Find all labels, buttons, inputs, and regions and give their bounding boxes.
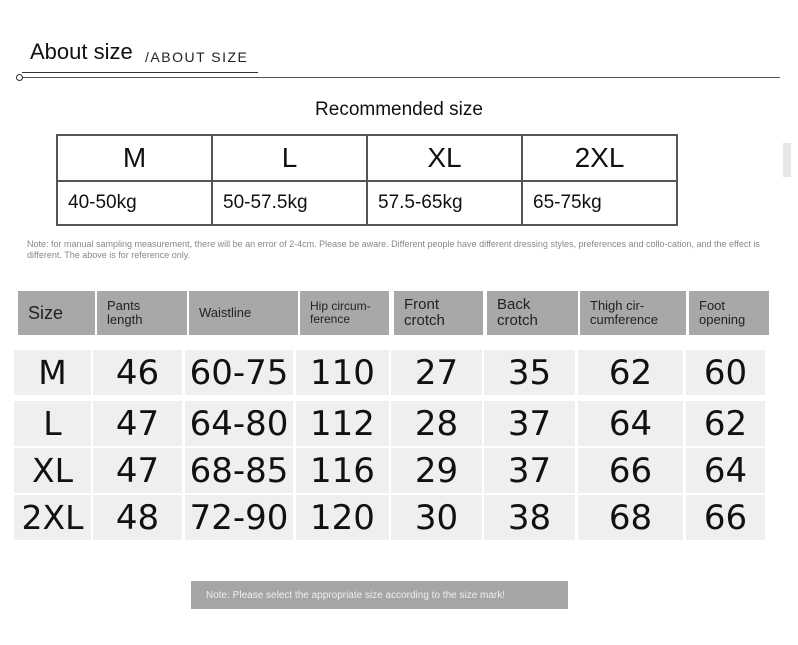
- size-chart-header-cell: Waistline: [189, 291, 298, 335]
- size-chart-header-cell: Pants length: [97, 291, 187, 335]
- size-chart-header-cell: Size: [18, 291, 95, 335]
- size-chart-size-cell: XL: [14, 448, 91, 493]
- size-chart-value-cell: 64: [686, 448, 765, 493]
- recommended-title: Recommended size: [315, 99, 483, 120]
- rec-size-cell: XL: [367, 135, 522, 181]
- header-title: About size: [30, 39, 133, 64]
- size-chart-value-cell: 60: [686, 350, 765, 395]
- edge-mark: [783, 143, 791, 177]
- size-chart-value-cell: 37: [484, 401, 575, 446]
- rec-weight-cell: 57.5-65kg: [367, 181, 522, 225]
- size-chart-size-cell: L: [14, 401, 91, 446]
- size-chart-header-cell: Front crotch: [394, 291, 483, 335]
- size-chart-header-cell: Back crotch: [487, 291, 578, 335]
- recommended-size-row: [57, 135, 677, 181]
- size-chart-header-cell: Foot opening: [689, 291, 769, 335]
- size-chart-value-cell: 35: [484, 350, 575, 395]
- header-bullet-icon: [16, 74, 23, 81]
- header-underline: [22, 72, 258, 73]
- size-chart-value-cell: 38: [484, 495, 575, 540]
- rec-weight-cell: 50-57.5kg: [212, 181, 367, 225]
- size-chart-size-cell: M: [14, 350, 91, 395]
- size-chart-size-cell: 2XL: [14, 495, 91, 540]
- size-chart-header-cell: Thigh cir- cumference: [580, 291, 686, 335]
- size-chart-value-cell: 27: [391, 350, 482, 395]
- size-chart-value-cell: 62: [578, 350, 683, 395]
- rec-weight-cell: 40-50kg: [57, 181, 212, 225]
- size-chart-value-cell: 68: [578, 495, 683, 540]
- size-chart-value-cell: 62: [686, 401, 765, 446]
- size-mark-note: Note: Please select the appropriate size according to the size mark!: [191, 581, 568, 609]
- size-chart-value-cell: 66: [578, 448, 683, 493]
- size-chart-value-cell: 120: [296, 495, 389, 540]
- size-chart-value-cell: 30: [391, 495, 482, 540]
- rec-weight-cell: 65-75kg: [522, 181, 677, 225]
- measurement-note: Note: for manual sampling measurement, there will be an error of 2-4cm. Please be aware. Different people have different dressing styles, preferences and collo-cation, and the effect is different. The above is for reference only.: [27, 239, 760, 260]
- size-chart-value-cell: 29: [391, 448, 482, 493]
- size-chart-value-cell: 64-80: [185, 401, 293, 446]
- size-chart-value-cell: 46: [93, 350, 182, 395]
- size-chart-value-cell: 68-85: [185, 448, 293, 493]
- recommended-size-table: [56, 134, 678, 226]
- size-chart-value-cell: 47: [93, 448, 182, 493]
- rec-size-cell: M: [57, 135, 212, 181]
- size-chart-value-cell: 72-90: [185, 495, 293, 540]
- rec-size-cell: 2XL: [522, 135, 677, 181]
- size-chart-value-cell: 37: [484, 448, 575, 493]
- header-subtitle: /ABOUT SIZE: [145, 49, 249, 65]
- size-chart-value-cell: 116: [296, 448, 389, 493]
- size-chart-value-cell: 66: [686, 495, 765, 540]
- recommended-weight-row: [57, 181, 677, 225]
- size-chart-value-cell: 60-75: [185, 350, 293, 395]
- size-chart-value-cell: 47: [93, 401, 182, 446]
- size-chart-value-cell: 48: [93, 495, 182, 540]
- size-chart-header-cell: Hip circum- ference: [300, 291, 389, 335]
- size-chart-value-cell: 64: [578, 401, 683, 446]
- header-rule: [22, 77, 780, 78]
- rec-size-cell: L: [212, 135, 367, 181]
- size-chart-value-cell: 112: [296, 401, 389, 446]
- size-chart-value-cell: 110: [296, 350, 389, 395]
- size-chart-value-cell: 28: [391, 401, 482, 446]
